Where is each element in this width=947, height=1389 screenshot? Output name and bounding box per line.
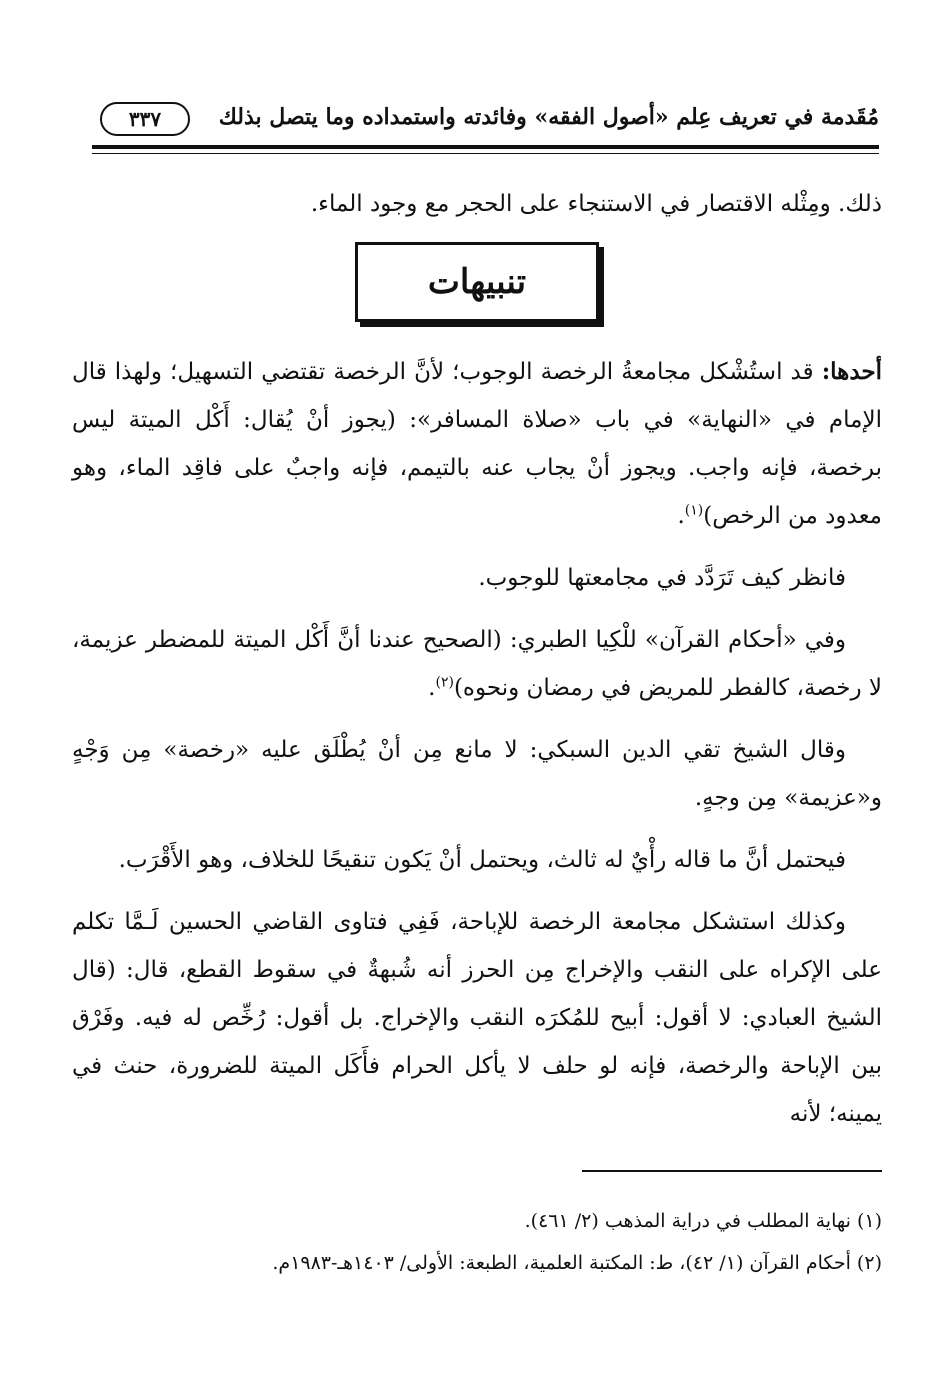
paragraph-text: قد استُشْكل مجامعةُ الرخصة الوجوب؛ لأنَّ الرخصة تقتضي التسهيل؛ ولهذا قال الإمام في «النهاية» في باب «صلاة المسافر»: (يجوز أنْ يُقال: أَكْل الميتة ليس برخصة، فإنه واجب. ويجوز أنْ يجاب عنه بالتيمم، فإنه واجبٌ على فاقِد الماء، وهو معدود من الرخص) [72,359,882,529]
footnote-separator [582,1170,882,1172]
footnote-ref-2: (٢) [435,674,454,691]
footnotes [72,1200,882,1284]
footnote-2: (٢) أحكام القرآن (١/ ٤٢)، ط: المكتبة العلمية، الطبعة: الأولى/ ١٤٠٣هـ-١٩٨٣م. [272,1252,882,1274]
header-rule-thin [92,153,879,154]
paragraph-end-mark: . [428,675,436,701]
paragraph-second: فانظر كيف تَرَدَّد في مجامعتها للوجوب. [478,565,846,591]
footnote-ref-1: (١) [684,502,704,519]
paragraph-fifth: فيحتمل أنَّ ما قاله رأْيٌ له ثالث، ويحتمل أنْ يَكون تنقيحًا للخلاف، وهو الأَقْرَب. [118,847,846,873]
page-number-badge: ٣٣٧ [100,102,190,136]
paragraph-end-mark: . [677,503,685,529]
paragraph-continuation: ذلك. ومِثْله الاقتصار في الاستنجاء على الحجر مع وجود الماء. [310,191,882,217]
paragraph-first-note [72,348,882,540]
section-heading-wrap [72,242,882,322]
section-heading-box: تنبيهات [355,242,599,322]
running-title: مُقَدمة في تعريف عِلم «أصول الفقه» وفائدته واستمداده وما يتصل بذلك [218,104,879,130]
page-header [92,100,879,140]
paragraph-lead-word: أحدها: [821,358,882,385]
main-text [72,180,882,1152]
paragraph-text: وفي «أحكام القرآن» للْكِيا الطبري: (الصحيح عندنا أنَّ أَكْل الميتة للمضطر عزيمة، لا رخصة، كالفطر للمريض في رمضان ونحوه) [72,627,882,701]
header-rule-thick [92,145,879,149]
paragraph-third [72,616,882,712]
paragraph-sixth: وكذلك استشكل مجامعة الرخصة للإباحة، فَفِي فتاوى القاضي الحسين لَـمَّا تكلم على الإكراه على النقب والإخراج مِن الحرز أنه شُبهةٌ في سقوط القطع، قال: (قال الشيخ العبادي: لا أقول: أبيح للمُكرَه النقب والإخراج. بل أقول: رُخِّص له فيه. وفَرْق بين الإباحة والرخصة، فإنه لو حلف لا يأكل الحرام فأَكَل الميتة للضرورة، حنث في يمينه؛ لأنه [72,909,882,1127]
paragraph-fourth: وقال الشيخ تقي الدين السبكي: لا مانع مِن أنْ يُطْلَق عليه «رخصة» مِن وَجْهٍ و«عزيمة» مِن وجهٍ. [72,737,882,811]
footnote-1: (١) نهاية المطلب في دراية المذهب (٢/ ٤٦١). [524,1210,882,1232]
